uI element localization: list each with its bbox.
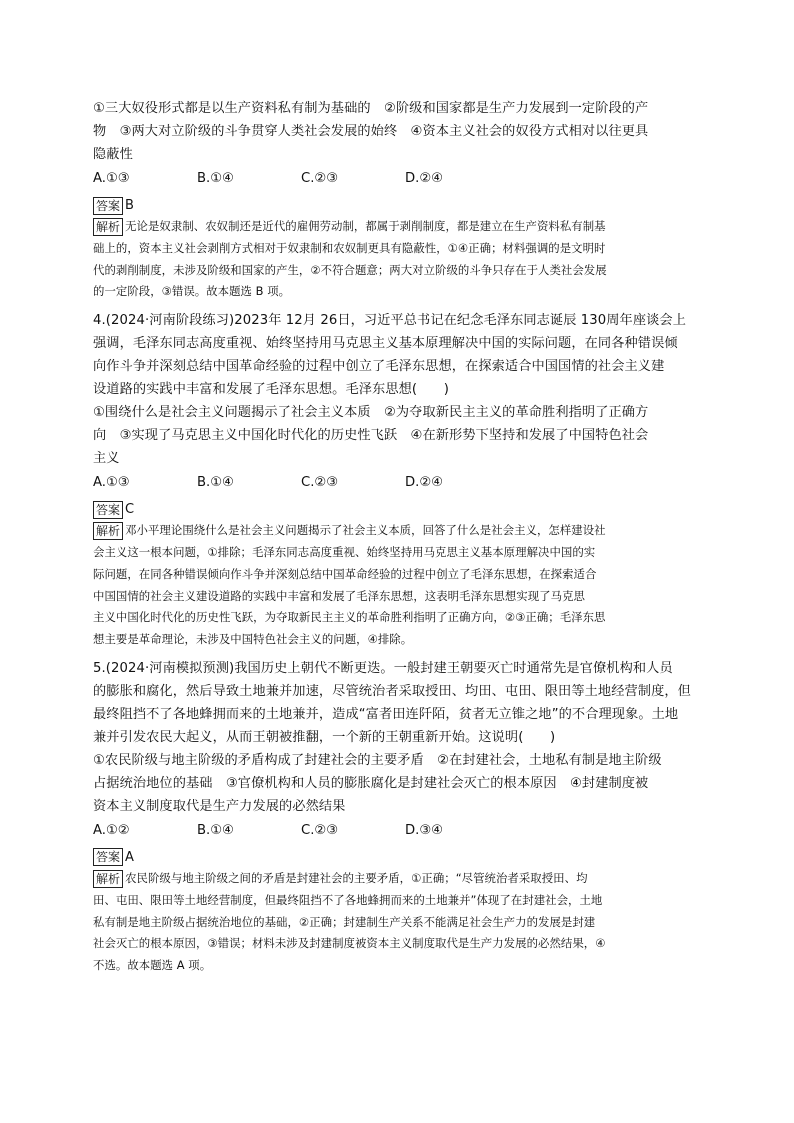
question-5 xyxy=(93,657,699,977)
question-3 xyxy=(93,97,699,303)
analysis-tag: 解析 xyxy=(93,218,123,236)
option-line: ①三大奴役形式都是以生产资料私有制为基础的 ②阶级和国家都是生产力发展到一定阶段的产 xyxy=(93,101,649,116)
analysis-text: 主义中国化时代化的历史性飞跃，为夺取新民主主义的革命胜利指明了正确方向，②③正确；毛泽东思 xyxy=(93,610,606,625)
option-line: 资本主义制度取代是生产力发展的必然结果 xyxy=(93,798,346,814)
choices-row xyxy=(93,819,699,843)
question-stem: 的膨胀和腐化，然后导致土地兼并加速，尽管统治者采取授田、均田、屯田、限田等土地经营制度，但 xyxy=(93,683,691,699)
choice-c: C.②③ xyxy=(301,475,339,491)
analysis-text: 中国国情的社会主义建设道路的实践中丰富和发展了毛泽东思想，这表明毛泽东思想实现了马克思 xyxy=(93,588,585,603)
question-stem: 设道路的实践中丰富和发展了毛泽东思想。毛泽东思想( ) xyxy=(93,382,449,398)
analysis-first-line xyxy=(93,868,699,890)
answer-row xyxy=(93,499,699,520)
question-stem: 4.(2024·河南阶段练习)2023年 12月 26日，习近平总书记在纪念毛泽东同志诞辰 130周年座谈会上 xyxy=(93,313,686,329)
analysis-tag: 解析 xyxy=(93,870,123,888)
analysis-text: 社会灭亡的根本原因，③错误；材料未涉及封建制度被资本主义制度取代是生产力发展的必然结果，④ xyxy=(93,936,606,951)
analysis-text: 想主要是革命理论，未涉及中国特色社会主义的问题，④排除。 xyxy=(93,632,413,647)
choice-b: B.①④ xyxy=(197,171,234,186)
choice-d: D.②④ xyxy=(405,171,443,186)
choice-a: A.①③ xyxy=(93,171,130,186)
analysis-text: 农民阶级与地主阶级之间的矛盾是封建社会的主要矛盾，①正确；“尽管统治者采取授田、均 xyxy=(125,870,588,885)
analysis-first-line xyxy=(93,520,699,542)
choice-d: D.③④ xyxy=(405,822,443,838)
option-line: 占据统治地位的基础 ③官僚机构和人员的膨胀腐化是封建社会灭亡的根本原因 ④封建制度被 xyxy=(93,775,649,791)
analysis-text: 邓小平理论围绕什么是社会主义问题揭示了社会主义本质，回答了什么是社会主义，怎样建设社 xyxy=(125,523,606,538)
choice-c: C.②③ xyxy=(301,822,339,838)
answer-tag: 答案 xyxy=(93,501,123,519)
analysis-text: 无论是奴隶制、农奴制还是近代的雇佣劳动制，都属于剥削制度，都是建立在生产资料私有制基 xyxy=(125,219,606,233)
analysis-text: 私有制是地主阶级占据统治地位的基础，②正确；封建制生产关系不能满足社会生产力的发展是封建 xyxy=(93,914,596,929)
answer-row xyxy=(93,195,699,216)
choice-a: A.①③ xyxy=(93,475,130,491)
question-stem: 向作斗争并深刻总结中国革命经验的过程中创立了毛泽东思想，在探索适合中国国情的社会主义建 xyxy=(93,359,665,375)
analysis-tag: 解析 xyxy=(93,522,123,540)
analysis-text: 际问题，在同各种错误倾向作斗争并深刻总结中国革命经验的过程中创立了毛泽东思想，在探索适合 xyxy=(93,566,597,581)
answer-value: C xyxy=(125,502,135,518)
answer-tag: 答案 xyxy=(93,197,123,215)
choice-d: D.②④ xyxy=(405,475,443,491)
answer-value: B xyxy=(125,198,134,213)
choice-b: B.①④ xyxy=(197,475,234,491)
choice-c: C.②③ xyxy=(301,171,339,186)
analysis-text: 田、屯田、限田等土地经营制度，但最终阻挡不了各地蜂拥而来的土地兼并”体现了在封建社会，土地 xyxy=(93,892,603,907)
question-stem: 最终阻挡不了各地蜂拥而来的土地兼并，造成“富者田连阡陌，贫者无立锥之地”的不合理现象。土地 xyxy=(93,706,679,722)
option-line: ①围绕什么是社会主义问题揭示了社会主义本质 ②为夺取新民主主义的革命胜利指明了正确方 xyxy=(93,405,649,421)
choice-a: A.①② xyxy=(93,822,130,838)
option-line: 隐蔽性 xyxy=(93,147,133,162)
choices-row xyxy=(93,167,699,191)
question-stem: 兼并引发农民大起义，从而王朝被推翻，一个新的王朝重新开始。这说明( ) xyxy=(93,729,556,745)
choices-row xyxy=(93,471,699,495)
option-line: 主义 xyxy=(93,451,120,467)
option-line: 物 ③两大对立阶级的斗争贯穿人类社会发展的始终 ④资本主义社会的奴役方式相对以往更具 xyxy=(93,124,649,139)
analysis-first-line xyxy=(93,216,699,238)
answer-row xyxy=(93,847,699,868)
question-stem: 强调，毛泽东同志高度重视、始终坚持用马克思主义基本原理解决中国的实际问题，在同各种错误倾 xyxy=(93,336,678,352)
option-line: 向 ③实现了马克思主义中国化时代化的历史性飞跃 ④在新形势下坚持和发展了中国特色社会 xyxy=(93,428,649,444)
question-stem: 5.(2024·河南模拟预测)我国历史上朝代不断更迭。一般封建王朝要灭亡时通常先是官僚机构和人员 xyxy=(93,660,673,676)
analysis-text: 的一定阶段，③错误。故本题选 B 项。 xyxy=(93,284,291,299)
option-line: ①农民阶级与地主阶级的矛盾构成了封建社会的主要矛盾 ②在封建社会，土地私有制是地主阶级 xyxy=(93,752,662,768)
answer-value: A xyxy=(125,849,134,865)
document-page xyxy=(93,97,699,977)
answer-tag: 答案 xyxy=(93,848,123,866)
analysis-text: 础上的，资本主义社会剥削方式相对于奴隶制和农奴制更具有隐蔽性，①④正确；材料强调的是文明时 xyxy=(93,240,606,255)
analysis-text: 代的剥削制度，未涉及阶级和国家的产生，②不符合题意；两大对立阶级的斗争只存在于人类社会发展 xyxy=(93,262,607,277)
analysis-text: 不选。故本题选 A 项。 xyxy=(93,958,212,973)
analysis-text: 会主义这一根本问题，①排除；毛泽东同志高度重视、始终坚持用马克思主义基本原理解决中国的实 xyxy=(93,544,596,559)
question-4 xyxy=(93,309,699,651)
choice-b: B.①④ xyxy=(197,822,234,838)
